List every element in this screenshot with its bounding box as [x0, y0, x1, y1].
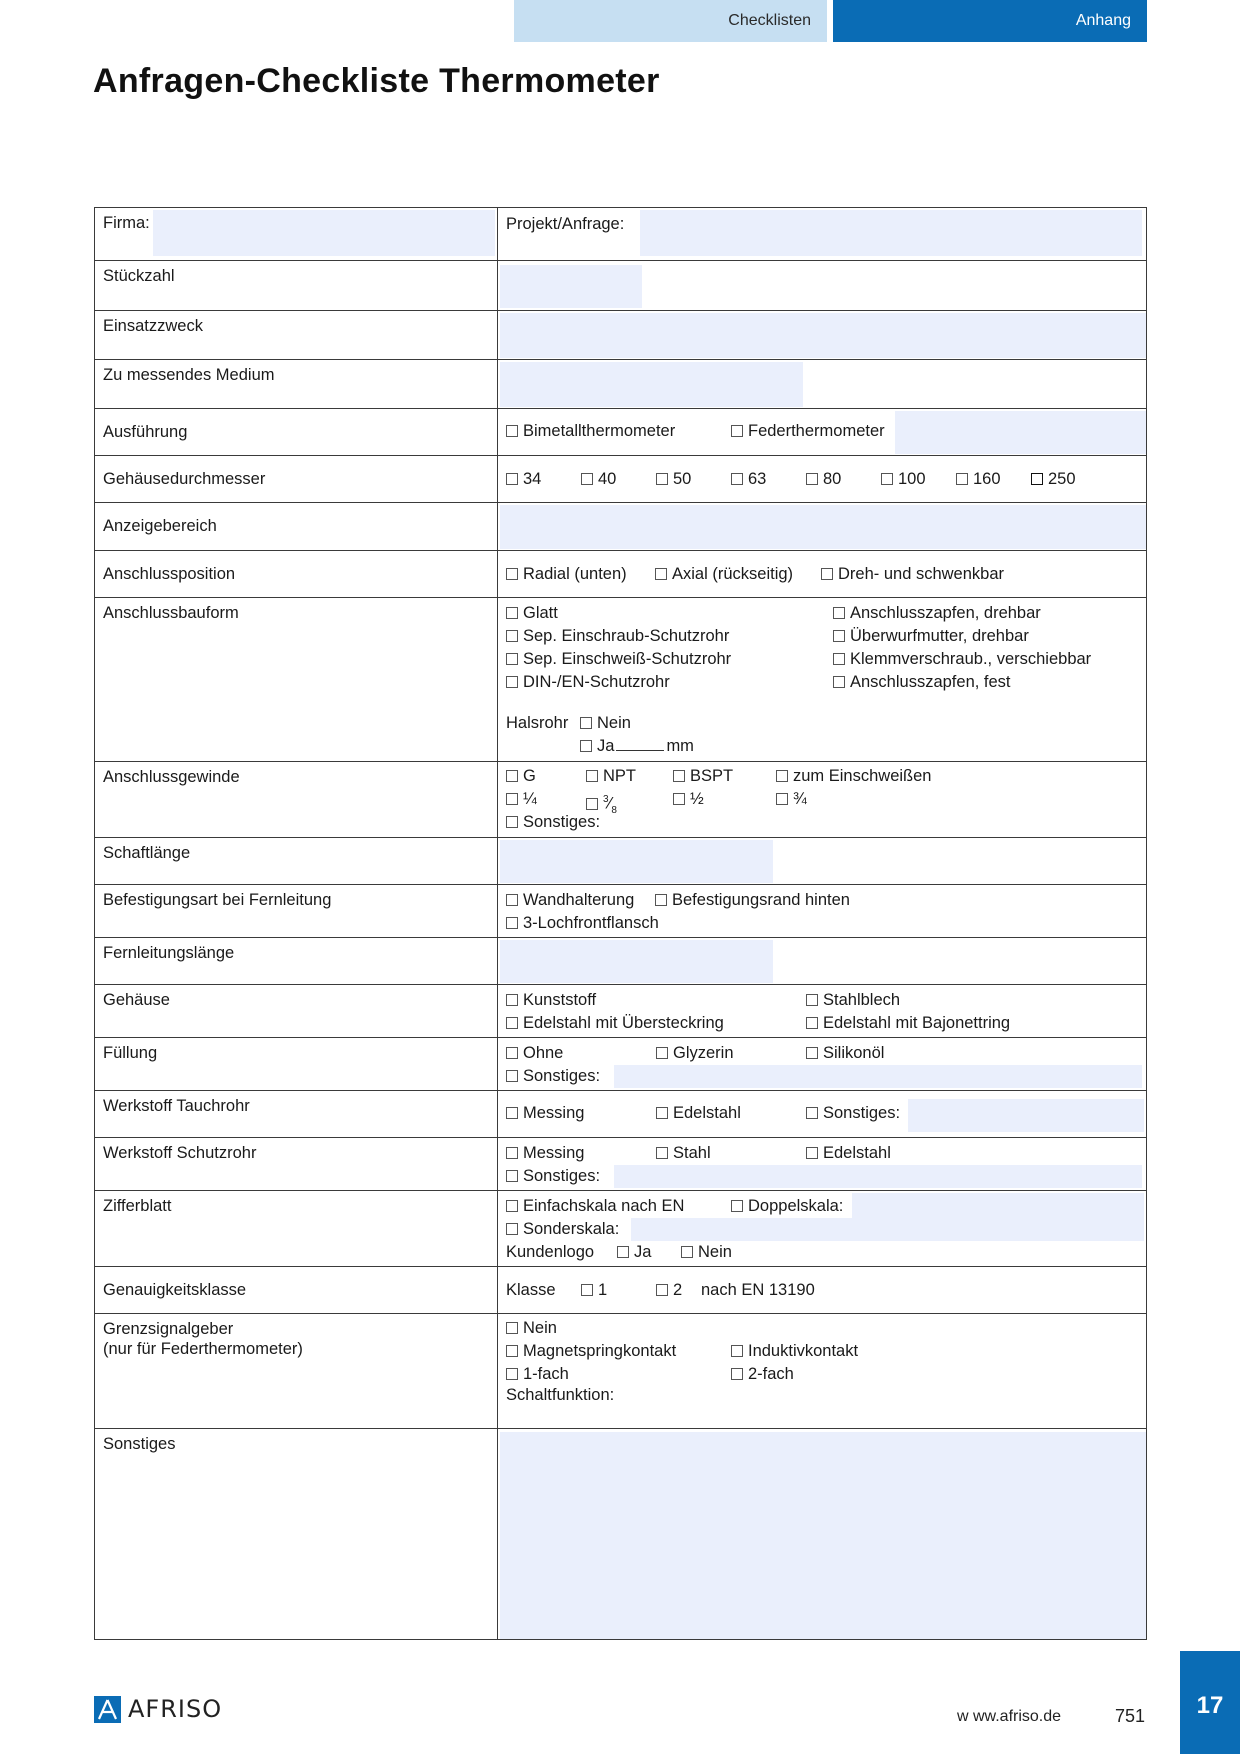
- option-lochfrontflansch[interactable]: [506, 912, 659, 935]
- checkbox[interactable]: [506, 1147, 518, 1159]
- page-number: 751: [1115, 1706, 1146, 1726]
- option-doppelskala[interactable]: [731, 1195, 843, 1218]
- sonstiges-field[interactable]: [500, 1432, 1146, 1639]
- option-label: Dreh- und schwenkbar: [838, 565, 1004, 583]
- checkbox[interactable]: [506, 917, 518, 929]
- row-stueckzahl: [95, 260, 1146, 310]
- option-40[interactable]: [581, 468, 616, 491]
- option-label: 1-fach: [523, 1365, 569, 1383]
- row-anschlussgewinde: [95, 761, 1146, 837]
- checkbox[interactable]: [731, 1200, 743, 1212]
- tab-appendix[interactable]: [833, 0, 1147, 42]
- chapter-number: 17: [1196, 1692, 1224, 1719]
- row-ausfuehrung: [95, 408, 1146, 455]
- option-sonderskala[interactable]: [506, 1218, 619, 1241]
- option-silikonoel[interactable]: [806, 1042, 884, 1065]
- option-g[interactable]: [506, 765, 536, 788]
- row-anschlussbauform: [95, 597, 1146, 761]
- option-label: Wandhalterung: [523, 891, 635, 909]
- option-three-eighths[interactable]: $^3⁄_8$: [586, 788, 617, 822]
- option-label: Edelstahl: [823, 1144, 891, 1162]
- option-tauchrohr-sonstiges[interactable]: [806, 1102, 900, 1125]
- option-ueberwurf[interactable]: [833, 625, 1029, 648]
- checkbox[interactable]: [833, 653, 845, 665]
- checkbox[interactable]: [581, 473, 593, 485]
- row-einsatzzweck: [95, 310, 1146, 359]
- checkbox[interactable]: [506, 1345, 518, 1357]
- medium-field[interactable]: [500, 362, 803, 407]
- option-induktiv[interactable]: [731, 1340, 858, 1363]
- option-1fach[interactable]: [506, 1363, 569, 1386]
- unit-label: mm: [666, 737, 694, 755]
- befestigungsart-label: Befestigungsart bei Fernleitung: [103, 891, 332, 909]
- sonstiges-label: Sonstiges: [103, 1435, 176, 1453]
- anschlussposition-label: Anschlussposition: [103, 565, 236, 583]
- checkbox[interactable]: [731, 1345, 743, 1357]
- checkbox[interactable]: [506, 1017, 518, 1029]
- option-label: Sonstiges:: [523, 1067, 601, 1085]
- option-label: Messing: [523, 1144, 585, 1162]
- checkbox[interactable]: [806, 1147, 818, 1159]
- row-werkstoff-schutzrohr: [95, 1137, 1146, 1190]
- checkbox[interactable]: [506, 894, 518, 906]
- ausfuehrung-label: Ausführung: [103, 423, 188, 441]
- option-tauchrohr-edelstahl[interactable]: [656, 1102, 741, 1125]
- option-label: Klemmverschraub., verschiebbar: [850, 650, 1092, 668]
- option-schutzrohr-messing[interactable]: [506, 1142, 584, 1165]
- option-label: Nein: [523, 1319, 557, 1337]
- option-label: Kunststoff: [523, 991, 597, 1009]
- option-label: Sep. Einschraub-Schutzrohr: [523, 627, 730, 645]
- row-fernleitungslaenge: [95, 937, 1146, 984]
- checkbox[interactable]: [580, 717, 592, 729]
- option-kundenlogo-ja[interactable]: [617, 1241, 651, 1264]
- checkbox[interactable]: [506, 994, 518, 1006]
- grenzsignal-label: Grenzsignalgeber: [103, 1320, 234, 1338]
- option-label: Sonderskala:: [523, 1220, 620, 1238]
- checkbox[interactable]: [586, 798, 598, 810]
- row-zifferblatt: [95, 1190, 1146, 1266]
- checkbox[interactable]: [506, 1107, 518, 1119]
- einsatzzweck-label: Einsatzzweck: [103, 317, 203, 335]
- schutzrohr-sonstiges-field[interactable]: [614, 1165, 1142, 1188]
- gehaeuse-label: Gehäuse: [103, 991, 170, 1009]
- sonderskala-field[interactable]: [631, 1218, 1144, 1241]
- tab-appendix-label: Anhang: [1075, 12, 1131, 29]
- option-label: DIN-/EN-Schutzrohr: [523, 673, 670, 691]
- checkbox[interactable]: [681, 1246, 693, 1258]
- werkstoff-schutzrohr-label: Werkstoff Schutzrohr: [103, 1144, 257, 1162]
- option-zapfen-fest[interactable]: [833, 671, 1011, 694]
- schaltfunktion-label: Schaltfunktion:: [506, 1386, 615, 1404]
- option-label: Glatt: [523, 604, 558, 622]
- checkbox[interactable]: [731, 425, 743, 437]
- option-fuellung-sonstiges[interactable]: [506, 1065, 600, 1088]
- row-grenzsignalgeber: [95, 1313, 1146, 1428]
- option-label: Magnetspringkontakt: [523, 1342, 677, 1360]
- option-label: Anschlusszapfen, fest: [850, 673, 1011, 691]
- einsatzzweck-field[interactable]: [500, 313, 1146, 358]
- checkbox[interactable]: [656, 1047, 668, 1059]
- stueckzahl-field[interactable]: [500, 265, 642, 308]
- anzeigebereich-field[interactable]: [500, 505, 1146, 549]
- option-klemm[interactable]: [833, 648, 1091, 671]
- klasse-label: Klasse: [506, 1281, 556, 1299]
- option-250[interactable]: [1031, 468, 1076, 491]
- checkbox[interactable]: [506, 1170, 518, 1182]
- checkbox[interactable]: [581, 1284, 593, 1296]
- option-befestigungsrand[interactable]: [655, 889, 850, 912]
- option-klasse-2[interactable]: [656, 1279, 682, 1302]
- werkstoff-tauchrohr-label: Werkstoff Tauchrohr: [103, 1097, 250, 1115]
- option-einfachskala[interactable]: [506, 1195, 684, 1218]
- option-stahlblech[interactable]: [806, 989, 900, 1012]
- checkbox[interactable]: [617, 1246, 629, 1258]
- option-label: Einfachskala nach EN: [523, 1197, 685, 1215]
- norm-label: nach EN 13190: [701, 1281, 815, 1299]
- option-label: 2-fach: [748, 1365, 794, 1383]
- tab-checklists-label: Checklisten: [728, 12, 811, 29]
- checkbox[interactable]: [881, 473, 893, 485]
- option-label: Federthermometer: [748, 422, 885, 440]
- checkbox[interactable]: [806, 994, 818, 1006]
- schaftlaenge-field[interactable]: [500, 840, 773, 883]
- tab-checklists[interactable]: [514, 0, 827, 42]
- projekt-field[interactable]: [640, 210, 1142, 256]
- option-label: 80: [823, 470, 842, 488]
- option-wandhalterung[interactable]: [506, 889, 634, 912]
- checkbox[interactable]: [506, 1047, 518, 1059]
- option-label: 3-Lochfrontflansch: [523, 914, 659, 932]
- firma-field[interactable]: [153, 210, 495, 256]
- row-anzeigebereich: [95, 502, 1146, 550]
- checkbox[interactable]: [506, 793, 518, 805]
- option-label: Edelstahl mit Bajonettring: [823, 1014, 1011, 1032]
- checkbox[interactable]: [731, 1368, 743, 1380]
- checkbox[interactable]: [656, 1147, 668, 1159]
- option-halsrohr-ja[interactable]: [580, 735, 694, 758]
- kundenlogo-label: Kundenlogo: [506, 1243, 595, 1261]
- checkbox[interactable]: [806, 473, 818, 485]
- checkbox[interactable]: [821, 568, 833, 580]
- option-tauchrohr-messing[interactable]: [506, 1102, 584, 1125]
- option-kundenlogo-nein[interactable]: [681, 1241, 732, 1264]
- option-label: Bimetallthermometer: [523, 422, 676, 440]
- option-label: NPT: [603, 767, 636, 785]
- option-half[interactable]: [673, 788, 704, 811]
- option-label: Doppelskala:: [748, 1197, 844, 1215]
- checkbox[interactable]: [506, 1200, 518, 1212]
- option-label: 250: [1048, 470, 1076, 488]
- option-label: Sep. Einschweiß-Schutzrohr: [523, 650, 732, 668]
- option-magnetspring[interactable]: [506, 1340, 676, 1363]
- option-bimetall[interactable]: [506, 420, 675, 443]
- option-label: ½: [690, 790, 704, 808]
- option-label: Glyzerin: [673, 1044, 734, 1062]
- option-label: ¾: [793, 790, 807, 808]
- checkbox[interactable]: [833, 676, 845, 688]
- option-label: 63: [748, 470, 767, 488]
- checkbox[interactable]: [806, 1107, 818, 1119]
- checkbox[interactable]: [506, 676, 518, 688]
- checkbox[interactable]: [506, 568, 518, 580]
- row-gehaeuse: [95, 984, 1146, 1037]
- option-label: Überwurfmutter, drehbar: [850, 627, 1029, 645]
- checkbox[interactable]: [656, 1107, 668, 1119]
- checkbox[interactable]: [776, 770, 788, 782]
- option-zapfen-drehbar[interactable]: [833, 602, 1041, 625]
- option-label: 2: [673, 1281, 683, 1299]
- firma-label: Firma:: [103, 214, 150, 232]
- option-einschraub[interactable]: [506, 625, 729, 648]
- option-edelstahl-ueberstecktring[interactable]: [506, 1012, 724, 1035]
- row-medium: [95, 359, 1146, 408]
- anzeigebereich-label: Anzeigebereich: [103, 517, 217, 535]
- afriso-wordmark: AFRISO: [128, 1695, 223, 1723]
- option-label: Sonstiges:: [823, 1104, 901, 1122]
- fernleitungslaenge-label: Fernleitungslänge: [103, 944, 235, 962]
- checkbox[interactable]: [506, 653, 518, 665]
- fuellung-sonstiges-field[interactable]: [614, 1065, 1142, 1088]
- stueckzahl-label: Stückzahl: [103, 267, 175, 285]
- option-din[interactable]: [506, 671, 670, 694]
- option-100[interactable]: [881, 468, 926, 491]
- checkbox[interactable]: [506, 1070, 518, 1082]
- schaftlaenge-label: Schaftlänge: [103, 844, 191, 862]
- option-einschweissen[interactable]: [776, 765, 931, 788]
- option-three-quarter[interactable]: [776, 788, 807, 811]
- checkbox[interactable]: [656, 473, 668, 485]
- checkbox[interactable]: [506, 630, 518, 642]
- option-edelstahl-bajonett[interactable]: [806, 1012, 1010, 1035]
- option-label: BSPT: [690, 767, 734, 785]
- option-160[interactable]: [956, 468, 1001, 491]
- checkbox[interactable]: [655, 568, 667, 580]
- fraction-numerator: 3: [603, 794, 609, 805]
- option-axial[interactable]: [655, 563, 793, 586]
- checkbox[interactable]: [586, 770, 598, 782]
- row-gehaeusedurchmesser: [95, 455, 1146, 502]
- row-firma: [95, 208, 1146, 260]
- option-dreh[interactable]: [821, 563, 1004, 586]
- option-schutzrohr-edelstahl[interactable]: [806, 1142, 891, 1165]
- option-2fach[interactable]: [731, 1363, 794, 1386]
- option-label: ¼: [523, 790, 537, 808]
- option-label: Nein: [597, 714, 631, 732]
- checkbox[interactable]: [833, 607, 845, 619]
- option-label: Radial (unten): [523, 565, 627, 583]
- option-label: Sonstiges:: [523, 1167, 601, 1185]
- checkbox[interactable]: [506, 607, 518, 619]
- checkbox[interactable]: [776, 793, 788, 805]
- option-label: 50: [673, 470, 692, 488]
- anschlussgewinde-label: Anschlussgewinde: [103, 768, 240, 786]
- option-schutzrohr-stahl[interactable]: [656, 1142, 711, 1165]
- option-label: Sonstiges:: [523, 813, 601, 831]
- row-werkstoff-tauchrohr: [95, 1090, 1146, 1137]
- halsrohr-label: Halsrohr: [506, 714, 569, 732]
- option-label: Stahl: [673, 1144, 711, 1162]
- grenzsignal-note: (nur für Federthermometer): [103, 1340, 303, 1358]
- row-genauigkeitsklasse: [95, 1266, 1146, 1313]
- fraction-denominator: 8: [611, 804, 617, 816]
- option-label: Ja: [634, 1243, 652, 1261]
- option-63[interactable]: [731, 468, 766, 491]
- option-label: Ja: [597, 737, 615, 755]
- checkbox[interactable]: [506, 425, 518, 437]
- option-label: 100: [898, 470, 926, 488]
- option-radial[interactable]: [506, 563, 627, 586]
- option-label: Befestigungsrand hinten: [672, 891, 850, 909]
- option-ohne[interactable]: [506, 1042, 563, 1065]
- option-glyzerin[interactable]: [656, 1042, 734, 1065]
- option-label: Silikonöl: [823, 1044, 885, 1062]
- checkbox[interactable]: [506, 473, 518, 485]
- checkbox[interactable]: [806, 1047, 818, 1059]
- tauchrohr-sonstiges-field[interactable]: [908, 1099, 1144, 1132]
- option-bspt[interactable]: [673, 765, 733, 788]
- fuellung-label: Füllung: [103, 1044, 158, 1062]
- row-schaftlaenge: [95, 837, 1146, 884]
- option-34[interactable]: [506, 468, 541, 491]
- option-label: Induktivkontakt: [748, 1342, 859, 1360]
- doppelskala-field[interactable]: [852, 1193, 1144, 1218]
- option-label: Nein: [698, 1243, 732, 1261]
- zifferblatt-label: Zifferblatt: [103, 1197, 172, 1215]
- option-grenzsignal-nein[interactable]: [506, 1317, 557, 1340]
- halsrohr-length-field[interactable]: [616, 736, 664, 751]
- option-50[interactable]: [656, 468, 691, 491]
- anschlussbauform-label: Anschlussbauform: [103, 604, 239, 622]
- checkbox[interactable]: [506, 1322, 518, 1334]
- option-label: G: [523, 767, 536, 785]
- option-schutzrohr-sonstiges[interactable]: [506, 1165, 600, 1188]
- medium-label: Zu messendes Medium: [103, 366, 275, 384]
- checkbox[interactable]: [506, 1223, 518, 1235]
- genauigkeit-label: Genauigkeitsklasse: [103, 1281, 247, 1299]
- checkbox[interactable]: [673, 770, 685, 782]
- checkbox[interactable]: [506, 816, 518, 828]
- checkbox[interactable]: [673, 793, 685, 805]
- row-anschlussposition: [95, 550, 1146, 597]
- option-label: 1: [598, 1281, 608, 1299]
- website-link[interactable]: w ww.afriso.de: [957, 1708, 1062, 1725]
- row-fuellung: [95, 1037, 1146, 1090]
- ausfuehrung-field[interactable]: [895, 411, 1146, 454]
- option-glatt[interactable]: [506, 602, 558, 625]
- option-label: Edelstahl: [673, 1104, 741, 1122]
- option-gewinde-sonstiges[interactable]: [506, 811, 600, 834]
- option-feder[interactable]: [731, 420, 885, 443]
- checkbox[interactable]: [506, 1368, 518, 1380]
- checkbox[interactable]: [1031, 473, 1043, 485]
- option-klasse-1[interactable]: [581, 1279, 607, 1302]
- option-label: 34: [523, 470, 542, 488]
- checkbox[interactable]: [656, 1284, 668, 1296]
- option-label: Edelstahl mit Übersteckring: [523, 1014, 724, 1032]
- page-title: Anfragen-Checkliste Thermometer: [93, 62, 660, 100]
- option-label: 40: [598, 470, 617, 488]
- checkbox[interactable]: [580, 740, 592, 752]
- option-label: 160: [973, 470, 1001, 488]
- option-label: Stahlblech: [823, 991, 901, 1009]
- checkbox[interactable]: [655, 894, 667, 906]
- row-sonstiges: [95, 1428, 1146, 1639]
- fernleitungslaenge-field[interactable]: [500, 940, 773, 983]
- option-einschweiss[interactable]: [506, 648, 731, 671]
- option-label: Ohne: [523, 1044, 564, 1062]
- checkbox[interactable]: [833, 630, 845, 642]
- projekt-label: Projekt/Anfrage:: [506, 215, 625, 233]
- row-befestigungsart: [95, 884, 1146, 937]
- checkbox[interactable]: [506, 770, 518, 782]
- option-npt[interactable]: [586, 765, 636, 788]
- chapter-badge: [1180, 1651, 1240, 1754]
- checkbox[interactable]: [956, 473, 968, 485]
- option-label: Anschlusszapfen, drehbar: [850, 604, 1041, 622]
- option-label: Messing: [523, 1104, 585, 1122]
- checkbox[interactable]: [731, 473, 743, 485]
- option-halsrohr-nein[interactable]: [580, 712, 631, 735]
- gehaeusedurchmesser-label: Gehäusedurchmesser: [103, 470, 266, 488]
- checkbox[interactable]: [806, 1017, 818, 1029]
- option-label: zum Einschweißen: [793, 767, 932, 785]
- option-80[interactable]: [806, 468, 841, 491]
- option-label: Axial (rückseitig): [672, 565, 794, 583]
- inquiry-form: [94, 207, 1147, 1640]
- afriso-logo: [94, 1695, 222, 1723]
- afriso-logo-icon: [94, 1696, 121, 1723]
- option-quarter[interactable]: [506, 788, 537, 811]
- option-kunststoff[interactable]: [506, 989, 596, 1012]
